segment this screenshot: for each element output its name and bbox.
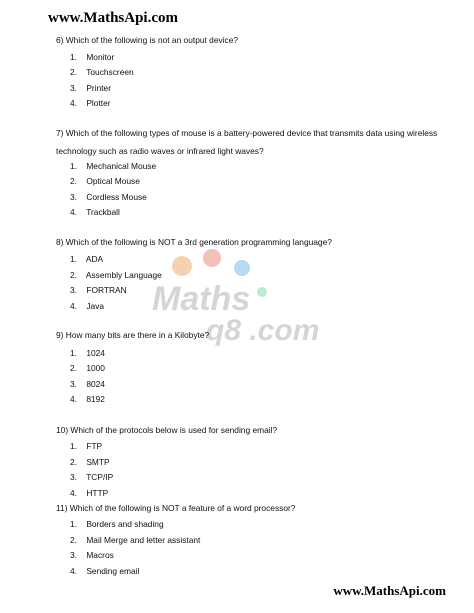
q11-option-2[interactable]: 2. Mail Merge and letter assistant [70,535,201,545]
q7-option-1[interactable]: 1. Mechanical Mouse [70,161,157,171]
site-header: www.MathsApi.com [48,10,178,26]
q6-option-3[interactable]: 3. Printer [70,83,111,93]
question-7: 7) Which of the following types of mouse is a battery-powered device that transmits data using wireless technology such as radio waves or infrared light waves? [56,128,438,156]
watermark-divide-bubble [203,249,221,267]
q8-option-1[interactable]: 1. ADA [70,254,104,264]
question-11: 11) Which of the following is NOT a feature of a word processor? [56,503,296,513]
q10-option-1[interactable]: 1. FTP [70,441,103,451]
q7-option-3[interactable]: 3. Cordless Mouse [70,192,147,202]
q8-option-2[interactable]: 2. Assembly Language [70,270,162,280]
q8-option-4[interactable]: 4. Java [70,301,105,311]
q9-option-3[interactable]: 3. 8024 [70,379,105,389]
question-8: 8) Which of the following is NOT a 3rd generation programming language? [56,237,332,247]
q7-option-4[interactable]: 4. Trackball [70,207,120,217]
q11-option-3[interactable]: 3. Macros [70,550,114,560]
q6-option-2[interactable]: 2. Touchscreen [70,67,134,77]
q11-option-1[interactable]: 1. Borders and shading [70,519,164,529]
question-6: 6) Which of the following is not an output device? [56,35,239,45]
q10-option-4[interactable]: 4. HTTP [70,488,109,498]
q9-option-1[interactable]: 1. 1024 [70,348,105,358]
q6-option-1[interactable]: 1. Monitor [70,52,115,62]
watermark-line1: Maths [152,280,251,318]
site-footer: www.MathsApi.com [333,583,446,598]
q8-option-3[interactable]: 3. FORTRAN [70,285,127,295]
q11-option-4[interactable]: 4. Sending email [70,566,140,576]
watermark-plus-bubble [172,256,192,276]
q10-option-3[interactable]: 3. TCP/IP [70,472,114,482]
watermark-multiply-bubble [234,260,250,276]
watermark-small-bubble [257,287,267,297]
question-9: 9) How many bits are there in a Kilobyte? [56,330,210,340]
watermark-line2: q8 .com [206,314,320,347]
q6-option-4[interactable]: 4. Plotter [70,98,111,108]
q9-option-4[interactable]: 4. 8192 [70,394,105,404]
q10-option-2[interactable]: 2. SMTP [70,457,110,467]
q7-option-2[interactable]: 2. Optical Mouse [70,176,140,186]
q9-option-2[interactable]: 2. 1000 [70,363,105,373]
question-10: 10) Which of the protocols below is used for sending email? [56,425,278,435]
